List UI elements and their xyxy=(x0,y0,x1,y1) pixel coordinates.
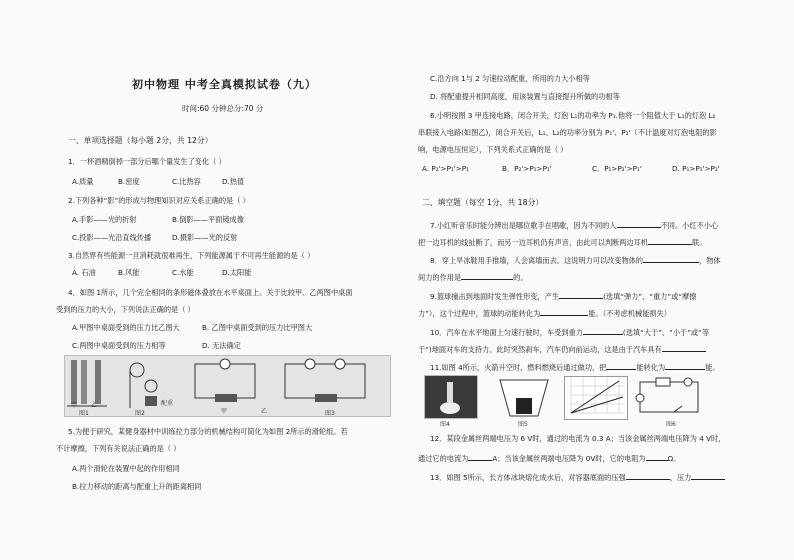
section-2-heading: 二、填空题（每空 1分，共 18分） xyxy=(422,198,544,207)
q3-option-d: D.太阳能 xyxy=(222,268,252,277)
container-drawing xyxy=(494,378,554,418)
q7-blank-2[interactable] xyxy=(648,236,692,245)
fig1-caption: 图1 xyxy=(79,410,89,417)
q9-text-d: 能。（不考虑机械能损失） xyxy=(588,309,671,318)
figure-4-rocket xyxy=(424,375,478,419)
graph-line-b xyxy=(571,397,623,413)
q12-text-c: A；当该金属丝两端电压降为 0V时，它的电阻为 xyxy=(492,454,646,463)
q7-text-a: 7.小红听音乐时能分辨出是哪位歌手在唱歌，因为不同的人 xyxy=(430,221,617,230)
q9-text-b: (选填“弹力”、“重力”或“摩擦 xyxy=(603,292,697,301)
question-13-line xyxy=(430,471,725,482)
q9-blank-1[interactable] xyxy=(559,290,603,299)
question-5-line-2: 不计摩擦，下列有关说法正确的是（ ） xyxy=(56,444,181,453)
q1-option-c: C.比热容 xyxy=(172,177,201,186)
question-10-line-1 xyxy=(430,326,709,337)
question-6-line-1: 6.小明按图 3 甲连接电路，闭合开关，灯泡 L₁的功率为 P₁.他将一个阻值大于 L₁的灯泡 L₂ xyxy=(430,111,716,120)
q11-text-b: 能转化为 xyxy=(636,363,666,372)
counterweight xyxy=(145,396,157,406)
q13-text-a: 13．如图 5所示，长方体冰块熔化成水后，对容器底面的压强 xyxy=(430,473,626,482)
fig6-caption: 图6 xyxy=(666,421,676,428)
figure-5-container xyxy=(494,378,554,418)
counterweight-label: 配重 xyxy=(161,400,174,407)
question-2: 2.下列各种“影”的形成与物理知识对应关系正确的是（ ） xyxy=(68,196,250,205)
battery-a xyxy=(215,394,237,402)
q5-option-c: C.沿方向 1与 2 匀速拉动配重，所用的力大小相等 xyxy=(430,74,590,83)
q1-option-d: D.热值 xyxy=(222,177,245,186)
question-8-line-1 xyxy=(430,254,721,265)
q6-option-a: A. P₂'>P₁'>P₁ xyxy=(422,164,470,173)
q7-text-c: 把一边耳机的线扯断了，而另一边耳机仍有声音，由此可以判断两边耳机 xyxy=(418,238,649,247)
q10-text-b: (选填“大于”、“小于”或“等 xyxy=(622,328,710,337)
pulley-bottom xyxy=(145,380,157,392)
fig3-label-jia: 甲 xyxy=(221,408,228,415)
resistor-r xyxy=(656,378,670,386)
q5-option-b: B.拉力移动的距离与配重上升的距离相同 xyxy=(72,482,202,491)
question-7-line-1 xyxy=(430,219,718,230)
q11-text-a: 11.如图 4所示，火箭升空时，燃料燃烧后通过做功，把 xyxy=(430,363,607,372)
q8-text-c: 间力的作用是 xyxy=(418,273,462,282)
q6-option-d: D. P₁>P₁'>P₂' xyxy=(672,164,720,173)
question-4-line-2: 受到的压力的大小，下列说法正确的是（ ） xyxy=(56,305,195,314)
fig3-label-yi: 乙 xyxy=(261,408,268,415)
question-9-line-2 xyxy=(418,307,671,318)
q6-option-b: B．P₂'>P₁>P₁' xyxy=(502,164,552,173)
q13-blank-2[interactable] xyxy=(691,471,725,480)
q8-text-b: ，物体 xyxy=(699,256,721,265)
question-7-line-2 xyxy=(418,236,706,247)
ammeter xyxy=(636,394,644,402)
q8-text-a: 8．穿上旱冰鞋用手推墙，人会离墙而去。这说明力可以改变物体的 xyxy=(430,256,644,265)
fig1-label-yi: 乙 xyxy=(91,402,98,409)
circuit-diagram xyxy=(634,376,704,418)
fig4-caption: 图4 xyxy=(440,421,450,428)
q9-text-c: 力”），这个过程中，篮球的动能转化为 xyxy=(418,309,541,318)
rocket-body xyxy=(447,382,453,402)
q12-blank-1[interactable] xyxy=(468,452,492,461)
lamp-l xyxy=(684,378,692,386)
q11-blank-2[interactable] xyxy=(665,361,705,370)
question-6-line-3: 响，电源电压恒定），下列关系式正确的是（ ） xyxy=(418,145,568,154)
q13-text-b: ，压力 xyxy=(669,473,692,482)
question-11-line xyxy=(430,361,720,372)
q8-blank-1[interactable] xyxy=(643,254,699,263)
q6-option-c: C．P₁>P₂'>P₁' xyxy=(592,164,642,173)
q10-text-c: 于”)地面对车的支持力。此时突然刹车，汽车仍向前运动，这是由于汽车具有 xyxy=(418,345,662,354)
fig3-caption: 图3 xyxy=(325,410,335,417)
q2-option-b: B.倒影——平面镜成像 xyxy=(172,215,244,224)
battery-b xyxy=(315,394,337,402)
q1-option-b: B.密度 xyxy=(118,177,140,186)
q7-text-d: 联。 xyxy=(692,238,707,247)
q8-blank-2[interactable] xyxy=(461,271,513,280)
question-4-line-1: 4．如图 1所示，几个完全相同的条形磁体叠放在水平桌面上。关于比较甲、乙两图中桌面 xyxy=(68,288,353,297)
q10-blank-2[interactable] xyxy=(662,343,706,352)
question-12-line-1: 12．某段金属丝两端电压为 6 V时，通过的电流为 0.3 A；当该金属丝两端电压降为 4 V时， xyxy=(430,434,726,443)
q4-option-a: A.甲图中桌面受到的压力比乙图大 xyxy=(72,323,180,332)
q4-option-b: B. 乙图中桌面受到的压力比甲图大 xyxy=(202,323,313,332)
q2-option-a: A.手影——光的折射 xyxy=(72,215,137,224)
q9-blank-2[interactable] xyxy=(540,307,588,316)
rocket-plume xyxy=(440,402,460,414)
circuit-b xyxy=(285,364,365,398)
q12-text-b: 通过它的电流为 xyxy=(418,454,469,463)
q9-text-a: 9.篮球撞击到地面时发生弹性形变，产生 xyxy=(430,292,560,301)
section-1-heading: 一、单项选择题（每小题 2分，共 12分） xyxy=(68,136,213,145)
q12-blank-2[interactable] xyxy=(646,452,668,461)
figure-6-circuit xyxy=(634,376,704,418)
ice-block xyxy=(516,398,532,414)
graph-drawing xyxy=(565,377,627,419)
question-12-line-2 xyxy=(418,452,680,463)
switch-s xyxy=(674,406,682,412)
figures-1-3-image xyxy=(64,355,391,417)
magnet-stack-a xyxy=(71,360,77,404)
fig1-label-jia: 甲 xyxy=(71,402,78,409)
magnet-stack-c xyxy=(95,360,101,404)
bulb-b2 xyxy=(335,359,345,369)
page-title: 初中物理 中考全真模拟试卷（九） xyxy=(132,78,317,91)
q4-option-d: D. 无法确定 xyxy=(202,341,241,350)
figure-graph xyxy=(564,376,628,420)
q3-option-b: B.风能 xyxy=(118,268,140,277)
q2-option-d: D.摄影——光的反射 xyxy=(172,233,238,242)
rocket-drawing xyxy=(425,376,477,418)
q1-option-a: A.质量 xyxy=(72,177,94,186)
q10-blank-1[interactable] xyxy=(583,326,623,335)
bulb-b1 xyxy=(305,359,315,369)
q4-option-c: C.两图中桌面受到的压力相等 xyxy=(72,341,166,350)
q5-option-d: D. 将配重提升相同高度，用该装置与直接提升所做的功相等 xyxy=(430,92,620,101)
question-6-line-2: 串联接入电路(如图乙)，闭合开关后，L₁、L₂的功率分别为 P₁'、P₂'（不计温度对灯泡电阻的影 xyxy=(418,128,717,137)
question-8-line-2 xyxy=(418,271,528,282)
bulb-a xyxy=(220,359,230,369)
question-5-line-1: 5.为便于研究，某健身器材中训练拉力部分的机械结构可简化为如图 2所示的滑轮组。若 xyxy=(68,427,348,436)
fig2-caption: 图2 xyxy=(135,410,145,417)
q3-option-c: C.水能 xyxy=(172,268,194,277)
q11-text-c: 能。 xyxy=(705,363,720,372)
question-3: 3.自然界有些能源一旦消耗就很难再生，下列能源属于不可再生能源的是（ ） xyxy=(68,251,315,260)
q7-blank-1[interactable] xyxy=(617,219,661,228)
question-1: 1．一杯酒精倒掉一部分后哪个量发生了变化（ ） xyxy=(68,157,226,166)
q12-text-d: Ω。 xyxy=(667,454,681,463)
q11-blank-1[interactable] xyxy=(606,361,636,370)
q3-option-a: A. 石油 xyxy=(72,268,96,277)
question-9-line-1 xyxy=(430,290,696,301)
q7-text-b: 不同。小红不小心 xyxy=(660,221,719,230)
q2-option-c: C.投影——光沿直线传播 xyxy=(72,233,152,242)
exam-meta: 时间:60 分钟总分:70 分 xyxy=(182,104,264,113)
fig5-caption: 图5 xyxy=(518,421,528,428)
question-10-line-2 xyxy=(418,343,706,354)
magnet-stack-b xyxy=(81,360,87,404)
pulley-top xyxy=(130,363,144,377)
q8-text-d: 的。 xyxy=(513,273,528,282)
q10-text-a: 10．汽车在水平地面上匀速行驶时，车受到重力 xyxy=(430,328,583,337)
q13-blank-1[interactable] xyxy=(626,471,670,480)
figures-1-3-drawing xyxy=(65,356,390,416)
q5-option-a: A.两个滑轮在装置中起的作用相同 xyxy=(72,464,180,473)
